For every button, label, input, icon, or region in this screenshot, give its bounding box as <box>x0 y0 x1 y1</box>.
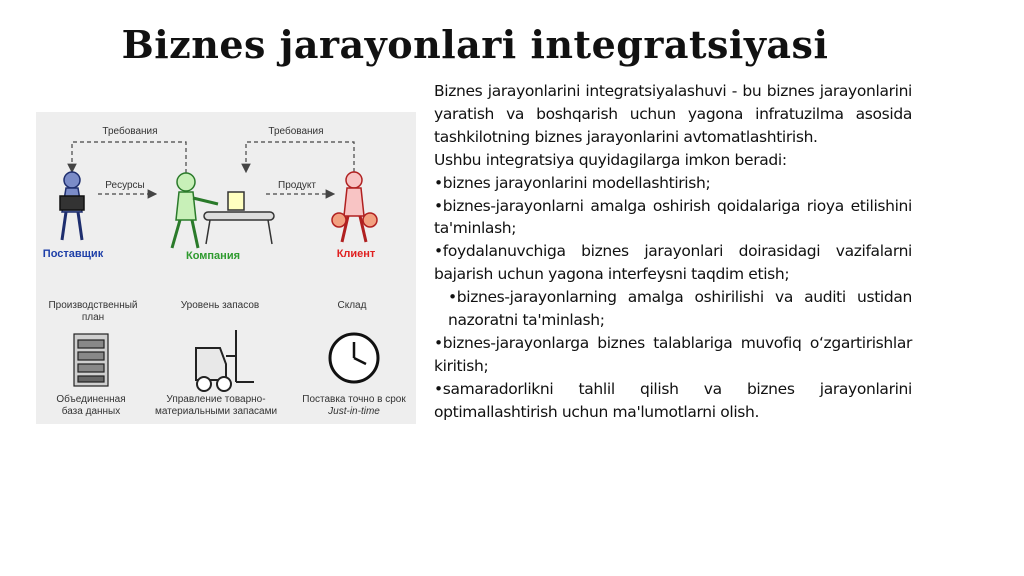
label-production-plan: Производственный план <box>48 300 138 323</box>
bullet-rules: •biznes-jarayonlarni amalga oshirish qoidalariga rioya etilishini ta'minlash; <box>434 196 912 238</box>
label-inventory-management: Управление товарно-материальными запасами <box>154 394 278 417</box>
bullet-modelling: •biznes jarayonlarini modellashtirish; <box>434 173 711 192</box>
clock-icon <box>330 334 378 382</box>
label-company: Компания <box>185 250 240 262</box>
label-supplier: Поставщик <box>42 248 104 260</box>
label-resources: Ресурсы <box>105 180 145 191</box>
bullet-optimization: •samaradorlikni tahlil qilish va biznes jarayonlarini optimallashtirish uchun ma'lumotlarni olish. <box>434 379 912 421</box>
bullet-audit: •biznes-jarayonlarning amalga oshirilishi va auditi ustidan nazoratni ta'minlash; <box>448 288 912 330</box>
bullet-interface: •foydalanuvchiga biznes jarayonlari doirasidagi vazifalarni bajarish uchun yagona interfeysni taqdim etish; <box>434 242 912 284</box>
label-stock-level: Уровень запасов <box>180 300 260 311</box>
label-requirements-left: Требования <box>102 126 158 137</box>
bullet-changes: •biznes-jarayonlarga biznes talablariga muvofiq oʻzgartirishlar kiritish; <box>434 333 912 375</box>
conveyor-icon <box>204 192 274 244</box>
paragraph-intro: Ushbu integratsiya quyidagilarga imkon beradi: <box>434 150 787 169</box>
body-text <box>434 80 912 424</box>
diagram-graphics <box>36 112 416 424</box>
supplier-figure-icon <box>60 172 84 240</box>
business-process-diagram <box>36 112 416 424</box>
database-server-icon <box>74 334 108 386</box>
paragraph-definition: Biznes jarayonlarini integratsiyalashuvi - bu biznes jarayonlarini yaratish va boshqarish uchun yagona infratuzilma asosida tashkilotning biznes jarayonlarini avtomatlashtirish. <box>434 82 912 146</box>
label-just-in-time: Just-in-time <box>328 406 380 417</box>
label-product: Продукт <box>278 180 316 191</box>
label-requirements-right: Требования <box>268 126 324 137</box>
slide-title: Biznes jarayonlari integratsiyasi <box>121 22 829 67</box>
client-figure-icon <box>332 172 377 242</box>
label-delivery: Поставка точно в срок <box>302 394 406 405</box>
label-database: Объединенная база данных <box>56 394 126 417</box>
forklift-icon <box>196 330 254 391</box>
label-warehouse: Склад <box>337 300 367 311</box>
label-client: Клиент <box>336 248 376 260</box>
company-figure-icon <box>172 173 218 248</box>
